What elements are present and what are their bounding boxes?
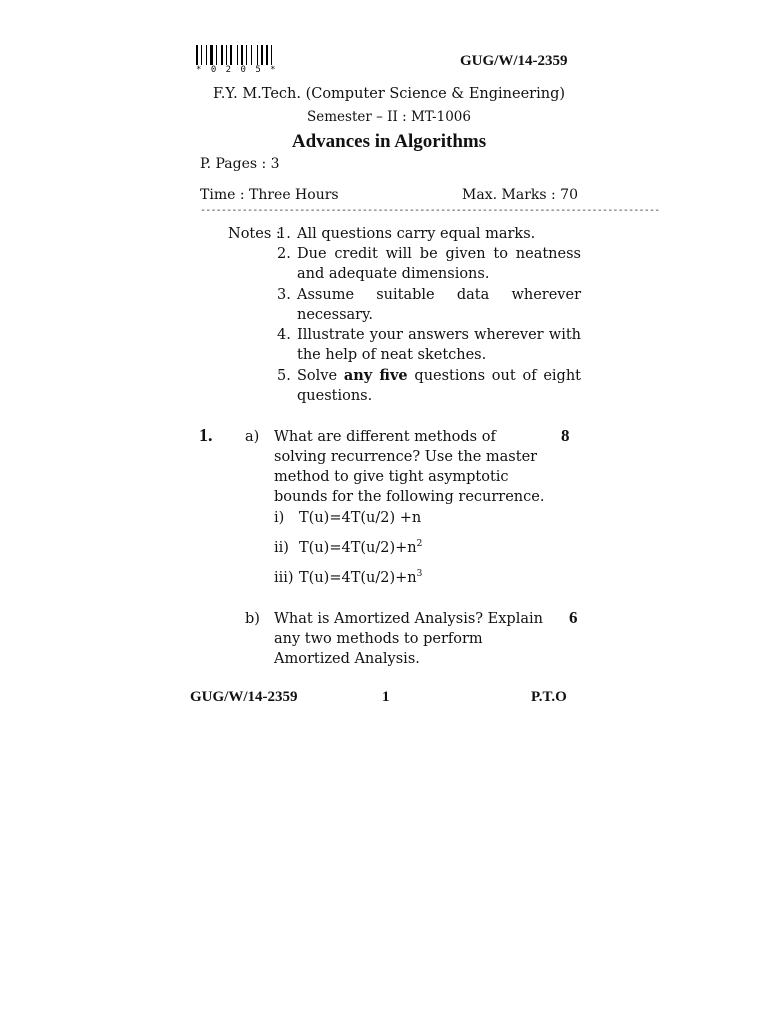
semester-line: Semester – II : MT-1006 <box>307 109 471 125</box>
note-number: 5. <box>277 368 291 384</box>
barcode-bar <box>224 45 225 65</box>
part-label: b) <box>245 611 260 627</box>
subpart-expression <box>299 568 422 588</box>
barcode-bar <box>216 45 217 65</box>
part-label: a) <box>245 429 260 445</box>
barcode-bar <box>271 45 272 65</box>
note-text: Illustrate your answers wherever with the help of neat sketches. <box>297 327 581 363</box>
note-text <box>297 366 581 406</box>
barcode-bar <box>196 45 198 65</box>
subpart-label: i) <box>274 510 285 526</box>
barcode-bar <box>266 45 268 65</box>
barcode-bar <box>206 45 207 65</box>
barcode-bar <box>237 45 238 65</box>
course-name: F.Y. M.Tech. (Computer Science & Engineering) <box>212 86 566 102</box>
barcode-number: * 0 2 0 5 * <box>196 65 278 75</box>
note-text: Assume suitable data wherever necessary. <box>297 287 581 323</box>
pages-count: P. Pages : 3 <box>200 156 280 172</box>
note-number: 3. <box>277 287 291 303</box>
part-marks: 6 <box>569 608 578 627</box>
subpart-label: iii) <box>274 570 294 586</box>
barcode-bar <box>233 45 236 65</box>
barcode-bar <box>269 45 270 65</box>
part-text: What are different methods of solving recurrence? Use the master method to give tight asymptotic bounds for the following recurrence. <box>274 429 545 505</box>
footer-paper-code: GUG/W/14-2359 <box>190 689 298 705</box>
barcode-bars <box>196 45 278 65</box>
note-text: All questions carry equal marks. <box>297 226 536 242</box>
subpart-expression <box>299 508 421 528</box>
note-text-emphasis: any five <box>343 367 408 384</box>
barcode-bar <box>261 45 263 65</box>
subpart-expression <box>299 538 422 558</box>
barcode <box>196 45 278 75</box>
barcode-bar <box>214 45 215 65</box>
time-allowed: Time : Three Hours <box>200 187 339 203</box>
barcode-bar <box>273 45 275 65</box>
barcode-bar <box>264 45 265 65</box>
barcode-bar <box>230 45 232 65</box>
expression-text: T(u)=4T(u/2)+n <box>299 570 417 586</box>
max-marks: Max. Marks : 70 <box>462 187 578 203</box>
barcode-bar <box>244 45 245 65</box>
barcode-bar <box>248 45 250 65</box>
page-title: Advances in Algorithms <box>291 131 487 152</box>
barcode-bar <box>228 45 229 65</box>
barcode-bar <box>201 45 202 65</box>
barcode-bar <box>221 45 223 65</box>
barcode-bar <box>251 45 252 65</box>
note-number: 1. <box>277 226 291 242</box>
part-marks: 8 <box>561 426 570 445</box>
barcode-bar <box>253 45 256 65</box>
barcode-bar <box>257 45 258 65</box>
subpart-label: ii) <box>274 540 289 556</box>
barcode-bar <box>246 45 247 65</box>
expression-text: T(u)=4T(u/2) +n <box>299 510 422 526</box>
note-text-part: Solve <box>297 368 344 384</box>
part-text: What is Amortized Analysis? Explain any two methods to perform Amortized Analysis. <box>274 611 543 667</box>
barcode-bar <box>203 45 205 65</box>
barcode-bar <box>208 45 209 65</box>
barcode-bar <box>239 45 240 65</box>
barcode-bar <box>210 45 213 65</box>
notes-label: Notes : <box>228 226 281 242</box>
barcode-bar <box>218 45 220 65</box>
note-text: Due credit will be given to neatness and adequate dimensions. <box>297 246 581 282</box>
expression-text: T(u)=4T(u/2)+n <box>299 540 417 556</box>
separator-line: ---------------------------------------------------------------------------------------- <box>200 205 660 216</box>
pto-label: P.T.O <box>531 689 567 705</box>
paper-code: GUG/W/14-2359 <box>460 53 568 69</box>
expression-exponent: 2 <box>416 539 423 549</box>
barcode-bar <box>226 45 227 65</box>
expression-exponent: 3 <box>416 569 423 579</box>
note-text-part: questions out of eight questions. <box>297 368 582 404</box>
question-number: 1. <box>199 425 213 445</box>
barcode-bar <box>199 45 200 65</box>
barcode-bar <box>241 45 243 65</box>
note-number: 4. <box>277 327 291 343</box>
barcode-bar <box>259 45 260 65</box>
page-number: 1 <box>382 689 390 705</box>
note-number: 2. <box>277 246 291 262</box>
